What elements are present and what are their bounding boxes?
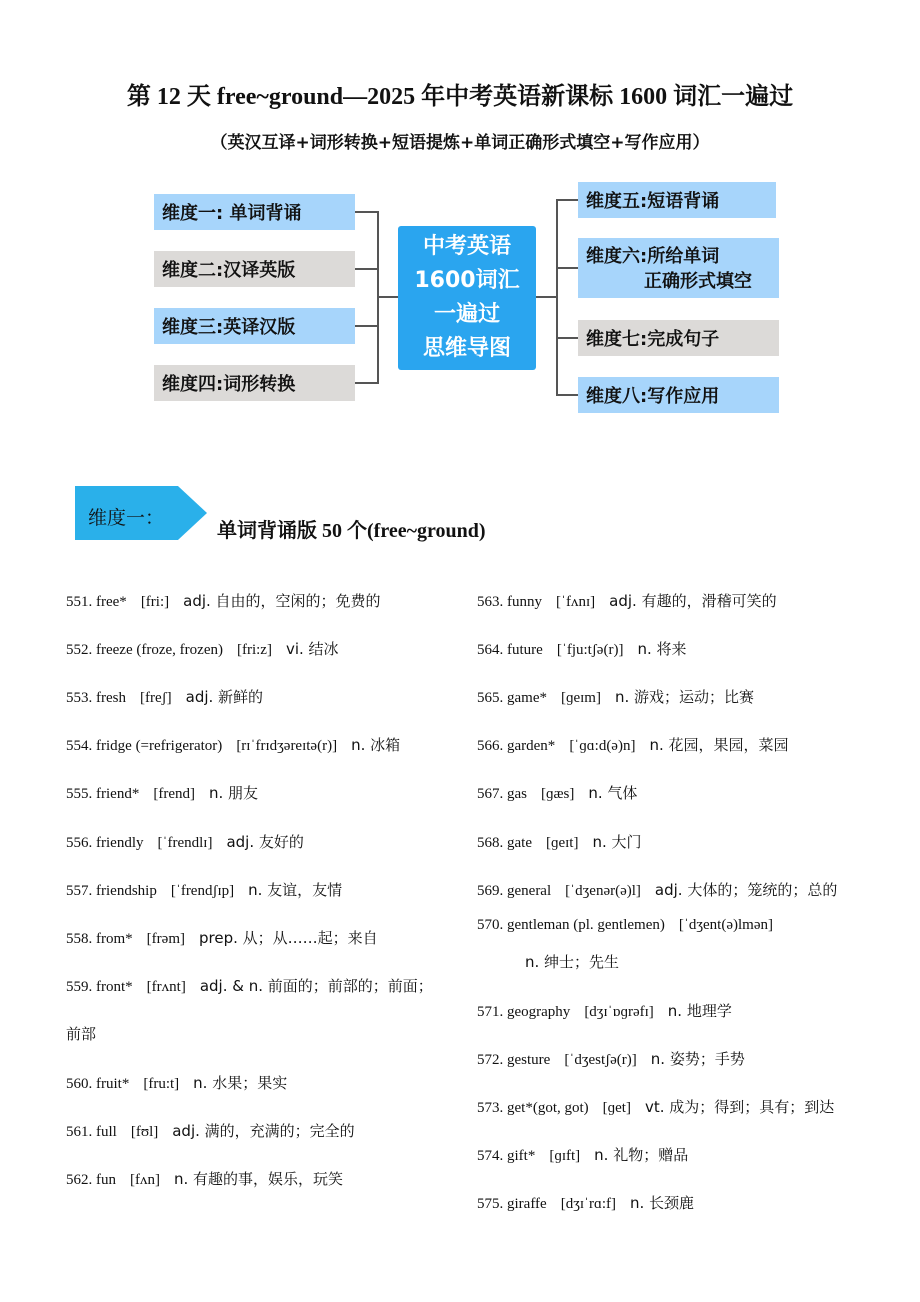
entry-word: 568. gate <box>477 835 532 851</box>
word-entry <box>477 735 789 756</box>
connector <box>556 199 558 396</box>
entry-definition: n. 大门 <box>592 833 642 851</box>
word-entry <box>66 1121 355 1142</box>
mindmap-dimension-5: 维度五:短语背诵 <box>578 182 776 218</box>
word-entry <box>66 832 304 853</box>
dimension-6-line2: 正确形式填空 <box>644 271 752 292</box>
word-entry <box>477 1193 694 1214</box>
entry-word: 560. fruit* <box>66 1076 130 1092</box>
entry-definition: adj. 新鲜的 <box>185 688 264 706</box>
word-entry <box>66 1169 343 1190</box>
word-entry <box>477 1049 745 1070</box>
entry-word: 558. from* <box>66 931 133 947</box>
entry-phonetic: [ɡet] <box>602 1100 631 1116</box>
entry-definition: n. 水果；果实 <box>193 1074 288 1092</box>
entry-phonetic: [frəm] <box>146 931 185 947</box>
entry-word: 563. funny <box>477 594 542 610</box>
page-subtitle: （英汉互译+词形转换+短语提炼+单词正确形式填空+写作应用） <box>210 133 710 153</box>
connector <box>557 267 578 269</box>
entry-definition: n. 姿势；手势 <box>650 1050 745 1068</box>
entry-word: 553. fresh <box>66 690 126 706</box>
entry-word: 555. friend* <box>66 786 140 802</box>
entry-phonetic: [frend] <box>153 786 195 802</box>
entry-phonetic: [ɡeɪt] <box>545 835 579 851</box>
entry-phonetic: [ˈdʒenər(ə)l] <box>565 883 641 899</box>
center-line: 1600词汇 <box>414 268 520 293</box>
entry-word: 562. fun <box>66 1172 116 1188</box>
entry-word: 569. general <box>477 883 552 899</box>
word-entry <box>477 639 687 660</box>
word-entry <box>477 591 777 612</box>
entry-definition: adj. 大体的；笼统的；总的 <box>654 881 838 899</box>
entry-phonetic: [ˈfju:tʃə(r)] <box>556 642 624 658</box>
mindmap-dimension-6 <box>578 238 779 298</box>
word-entry <box>66 591 381 612</box>
entry-definition: n. 有趣的事，娱乐，玩笑 <box>174 1170 344 1188</box>
entry-definition: n. 将来 <box>637 640 687 658</box>
entry-definition: n. 花园，果园，菜园 <box>649 736 789 754</box>
entry-definition: adj. 友好的 <box>226 833 304 851</box>
word-entry <box>66 928 378 949</box>
entry-definition: n. 朋友 <box>208 784 259 802</box>
mindmap-dimension-2: 维度二:汉译英版 <box>154 251 355 287</box>
word-entry <box>66 687 263 708</box>
entry-definition: prep. 从；从……起；来自 <box>198 929 378 947</box>
entry-definition: n. 友谊，友情 <box>248 881 343 899</box>
entry-word: 559. front* <box>66 979 133 995</box>
entry-phonetic: [ɡæs] <box>541 786 575 802</box>
entry-phonetic: [ɡeɪm] <box>560 690 601 706</box>
entry-definition: n. 地理学 <box>667 1002 732 1020</box>
connector <box>355 268 378 270</box>
entry-word: 574. gift* <box>477 1148 536 1164</box>
entry-word: 570. gentleman (pl. gentlemen) <box>477 917 665 933</box>
entry-definition: n. 冰箱 <box>351 736 401 754</box>
word-entry <box>477 880 837 901</box>
entry-phonetic: [dʒɪˈrɑ:f] <box>560 1196 617 1212</box>
entry-definition: vt. 成为；得到；具有；到达 <box>644 1098 835 1116</box>
section-title: 单词背诵版 50 个(free~ground) <box>217 520 486 542</box>
entry-word: 575. giraffe <box>477 1196 547 1212</box>
entry-phonetic: [dʒɪˈɒɡrəfɪ] <box>584 1004 654 1020</box>
center-line: 一遍过 <box>433 302 500 327</box>
entry-definition: adj. 有趣的，滑稽可笑的 <box>609 592 777 610</box>
center-line: 中考英语 <box>422 234 511 259</box>
entry-phonetic: [ˈdʒent(ə)lmən] <box>678 917 773 933</box>
center-line: 思维导图 <box>422 336 511 361</box>
entry-phonetic: [frʌnt] <box>146 979 186 995</box>
entry-definition: adj. & n. 前面的；前部的；前面； <box>199 977 433 995</box>
entry-word: 552. freeze (froze, frozen) <box>66 642 223 658</box>
entry-definition: n. 礼物；赠品 <box>594 1146 689 1164</box>
entry-definition: adj. 自由的，空闲的；免费的 <box>183 592 381 610</box>
dimension-6-line1: 维度六:所给单词 <box>586 246 720 267</box>
entry-phonetic: [ɡɪft] <box>549 1148 581 1164</box>
mindmap-dimension-7: 维度七:完成句子 <box>578 320 779 356</box>
connector <box>557 337 578 339</box>
mindmap-dimension-8: 维度八:写作应用 <box>578 377 779 413</box>
mindmap-dimension-4: 维度四:词形转换 <box>154 365 355 401</box>
word-entry <box>477 1145 688 1166</box>
entry-word: 556. friendly <box>66 835 144 851</box>
entry-word: 573. get*(got, got) <box>477 1100 589 1116</box>
entry-phonetic: [ˈfrendlɪ] <box>157 835 213 851</box>
entry-definition: adj. 满的，充满的；完全的 <box>172 1122 355 1140</box>
word-entry <box>66 1073 287 1094</box>
entry-word: 567. gas <box>477 786 527 802</box>
mindmap-dimension-3: 维度三:英译汉版 <box>154 308 355 344</box>
entry-definition: n. 绅士；先生 <box>525 953 620 971</box>
connector <box>355 211 378 213</box>
entry-phonetic: [ˈɡɑ:d(ə)n] <box>569 738 636 754</box>
connector <box>536 296 557 298</box>
entry-word: 557. friendship <box>66 883 157 899</box>
entry-word: 564. future <box>477 642 543 658</box>
entry-phonetic: [freʃ] <box>140 690 172 706</box>
entry-phonetic: [fʌn] <box>130 1172 160 1188</box>
entry-phonetic: [fri:] <box>140 594 170 610</box>
entry-phonetic: [fri:z] <box>236 642 272 658</box>
word-entry <box>66 976 433 997</box>
connector <box>557 394 578 396</box>
entry-phonetic: [fru:t] <box>143 1076 180 1092</box>
entry-word: 571. geography <box>477 1004 571 1020</box>
connector <box>355 325 378 327</box>
entry-word: 551. free* <box>66 594 127 610</box>
entry-phonetic: [fʊl] <box>130 1124 159 1140</box>
word-entry <box>477 1001 732 1022</box>
section-tag: 维度一： <box>88 507 165 529</box>
entry-phonetic: [rɪˈfrɪdʒəreɪtə(r)] <box>236 738 338 754</box>
word-entry <box>477 687 754 708</box>
page-title: 第 12 天 free~ground—2025 年中考英语新课标 1600 词汇一遍过 <box>126 84 794 110</box>
word-entry <box>66 783 258 804</box>
entry-word: 572. gesture <box>477 1052 551 1068</box>
entry-phonetic: [ˈfrendʃɪp] <box>170 883 235 899</box>
word-entry <box>525 952 619 973</box>
word-entry <box>66 880 342 901</box>
entry-definition: n. 长颈鹿 <box>630 1194 695 1212</box>
mindmap-dimension-1: 维度一: 单词背诵 <box>154 194 355 230</box>
word-entry <box>477 1097 834 1118</box>
connector <box>557 199 578 201</box>
connector <box>355 382 378 384</box>
word-entry <box>66 735 400 756</box>
entry-word: 565. game* <box>477 690 547 706</box>
word-entry <box>477 915 773 935</box>
entry-definition: n. 气体 <box>588 784 638 802</box>
word-entry <box>66 639 339 660</box>
word-entry <box>66 1024 96 1045</box>
entry-definition: 前部 <box>66 1025 97 1043</box>
mindmap-center <box>398 226 536 370</box>
word-entry <box>477 783 637 804</box>
word-entry <box>477 832 642 853</box>
entry-word: 554. fridge (=refrigerator) <box>66 738 223 754</box>
entry-word: 566. garden* <box>477 738 556 754</box>
entry-phonetic: [ˈfʌnɪ] <box>556 594 596 610</box>
connector <box>378 296 398 298</box>
entry-phonetic: [ˈdʒestʃə(r)] <box>564 1052 637 1068</box>
entry-definition: n. 游戏；运动；比赛 <box>614 688 755 706</box>
entry-definition: vi. 结冰 <box>285 640 339 658</box>
entry-word: 561. full <box>66 1124 117 1140</box>
